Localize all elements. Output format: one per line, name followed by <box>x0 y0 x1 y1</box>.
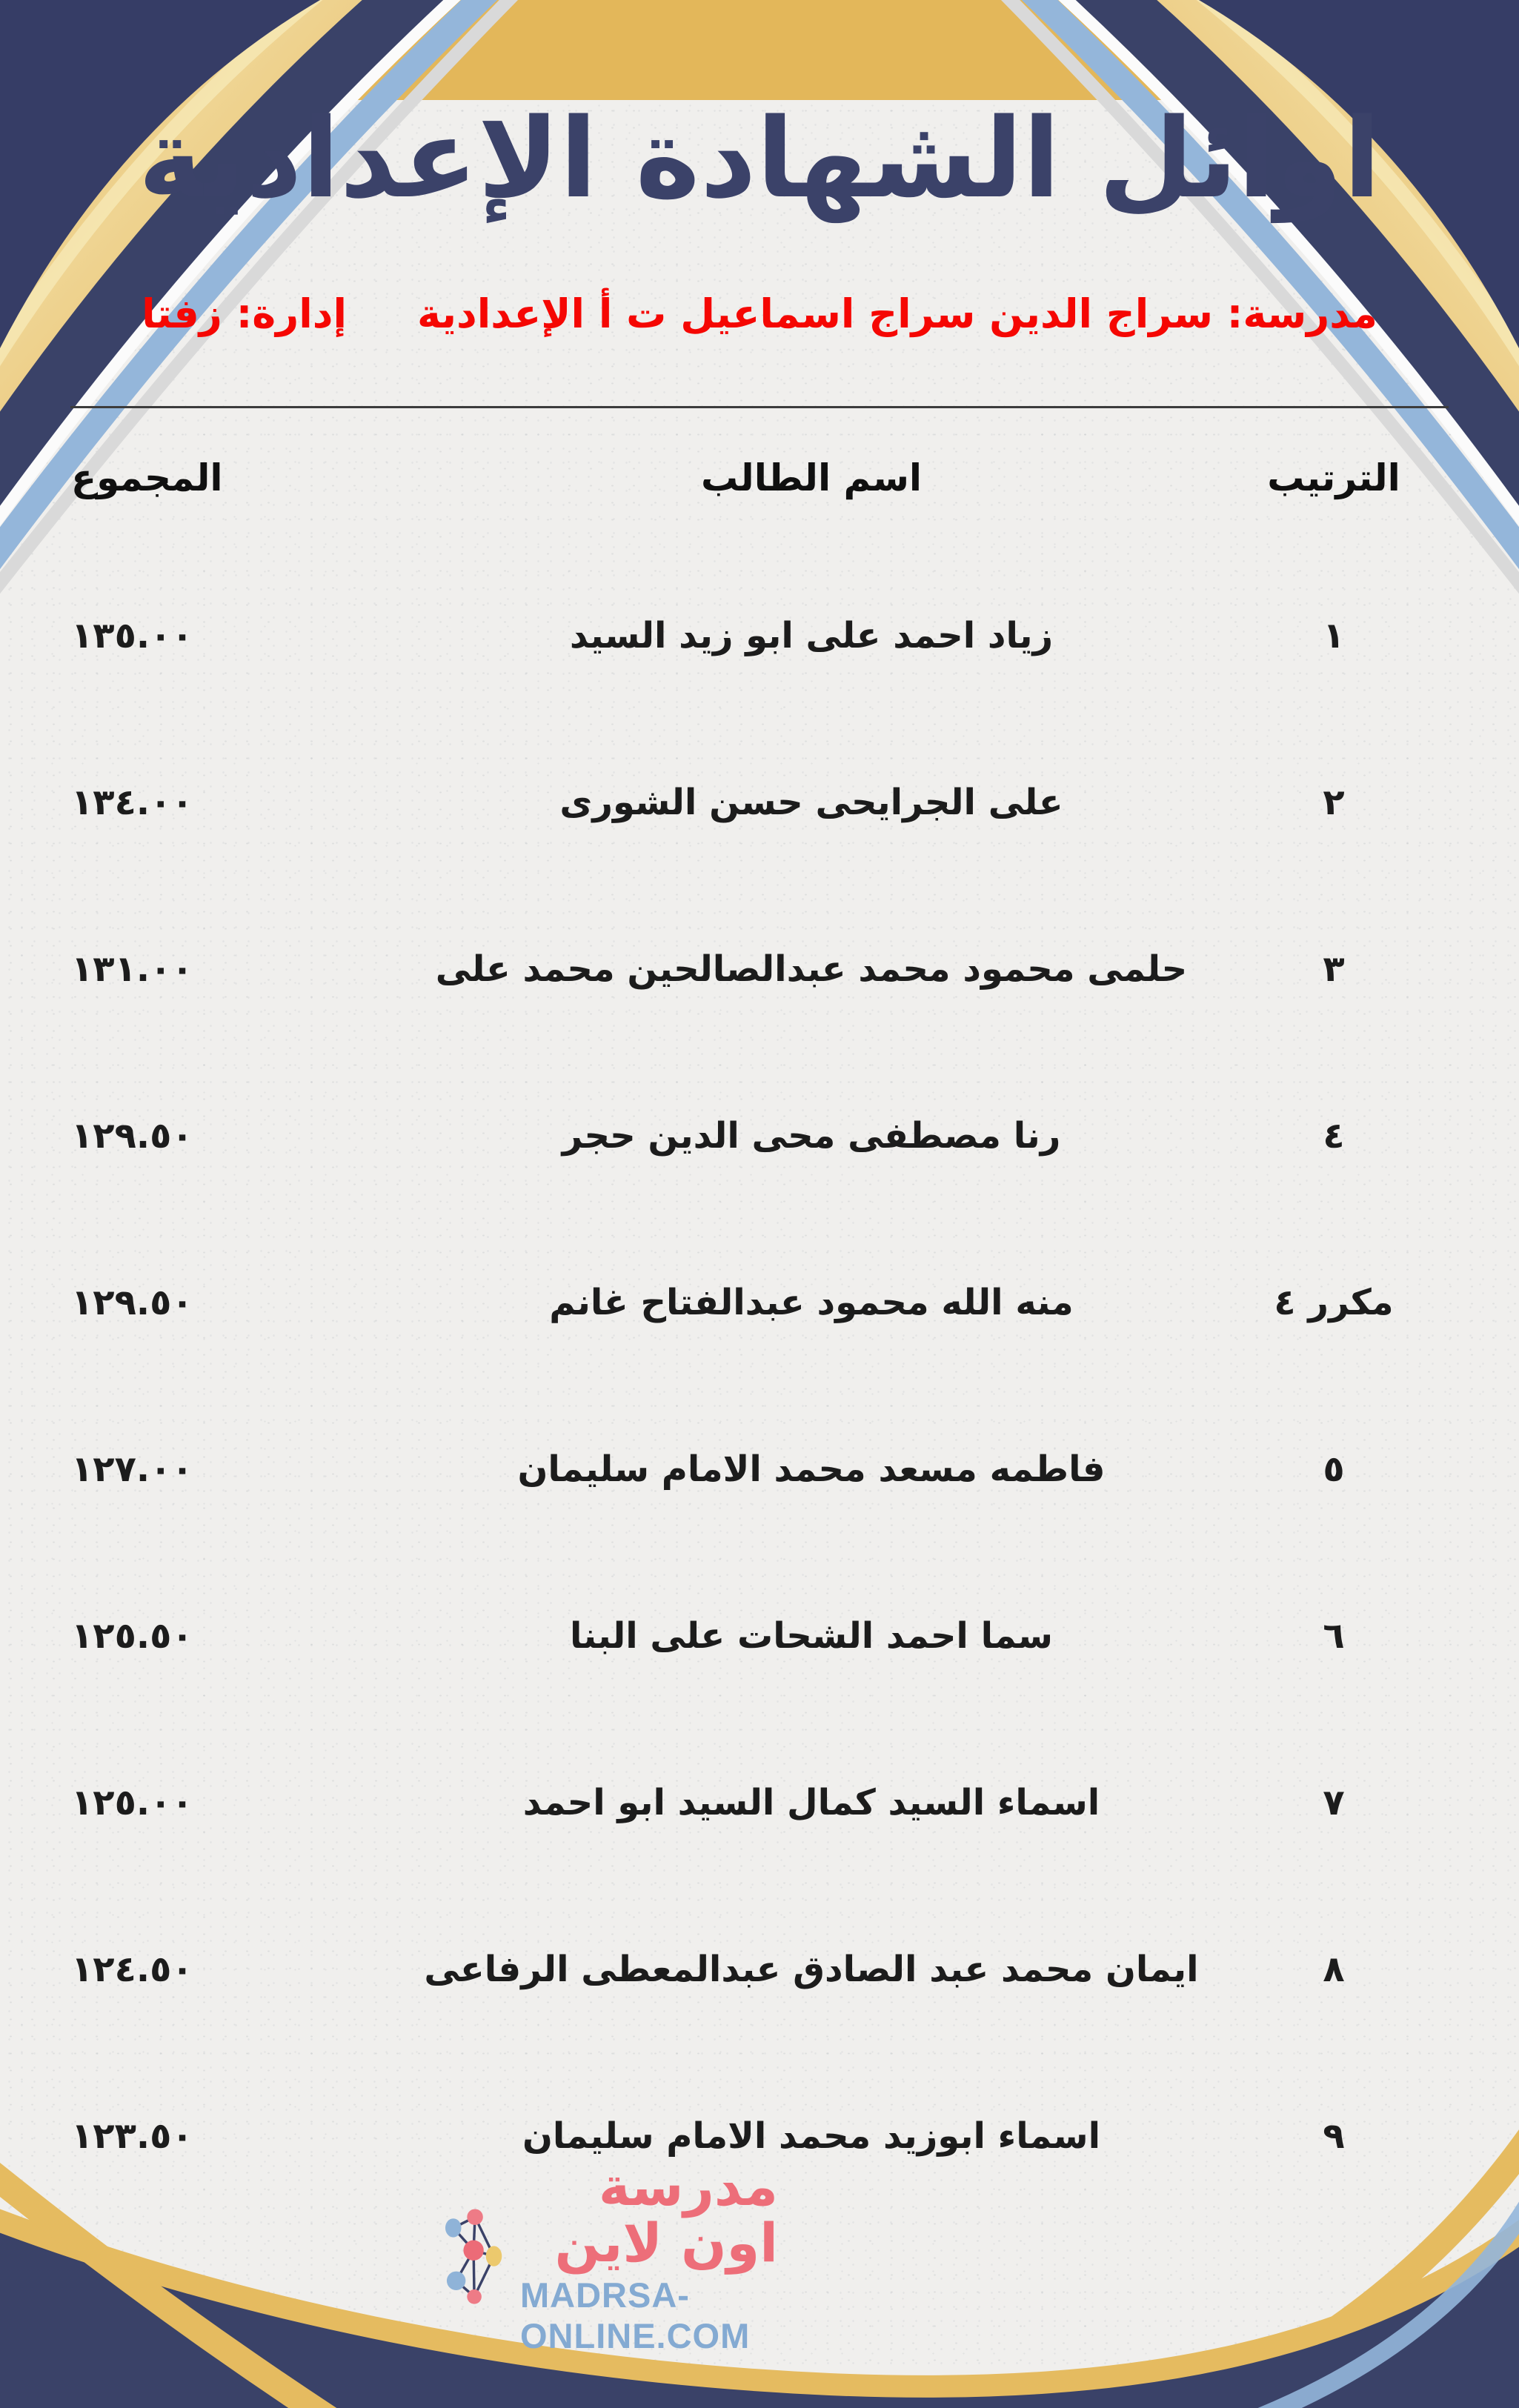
student-name-cell: اسماء ابوزيد محمد الامام سليمان <box>522 2115 1101 2157</box>
total-cell: ١٢٩.٥٠ <box>71 1281 193 1323</box>
table-header-row <box>67 445 1452 511</box>
network-graph-icon <box>445 2194 510 2321</box>
total-cell: ١٢٤.٥٠ <box>71 1948 193 1990</box>
student-name-cell: اسماء السيد كمال السيد ابو احمد <box>522 1781 1100 1823</box>
total-cell: ١٢٥.٠٠ <box>71 1781 193 1823</box>
rank-cell: ١ <box>1323 614 1345 656</box>
total-cell: ١٣٤.٠٠ <box>71 781 193 823</box>
rank-cell: ٢ <box>1323 781 1345 823</box>
rank-column-header: الترتيب <box>1267 456 1400 499</box>
table-row <box>67 552 1452 719</box>
table-row <box>67 1719 1452 1886</box>
total-cell: ١٢٩.٥٠ <box>71 1114 193 1157</box>
total-cell: ١٢٥.٥٠ <box>71 1614 193 1657</box>
table-row <box>67 885 1452 1052</box>
rank-cell: مكرر ٤ <box>1274 1281 1394 1323</box>
logo-domain-text: MADRSA-ONLINE.COM <box>520 2275 751 2355</box>
total-cell: ١٣١.٠٠ <box>71 948 193 990</box>
student-name-column-header: اسم الطالب <box>700 456 923 499</box>
page-title: اوائل الشهادة الإعدادية <box>138 95 1381 222</box>
students-list <box>0 552 1519 2219</box>
madrsa-online-logo <box>445 2155 778 2355</box>
table-row <box>67 1386 1452 1552</box>
total-cell: ١٢٣.٥٠ <box>71 2115 193 2157</box>
rank-cell: ٦ <box>1323 1614 1345 1657</box>
logo-arabic-text: مدرسة اون لاين <box>554 2155 778 2274</box>
total-cell: ١٢٧.٠٠ <box>71 1448 193 1490</box>
logo-text-block <box>520 2155 778 2355</box>
table-row <box>67 719 1452 885</box>
student-name-cell: على الجرايحى حسن الشورى <box>559 781 1063 823</box>
student-name-cell: رنا مصطفى محى الدين حجر <box>562 1114 1061 1157</box>
student-name-cell: ايمان محمد عبد الصادق عبدالمعطى الرفاعى <box>424 1948 1199 1990</box>
total-cell: ١٣٥.٠٠ <box>71 614 193 656</box>
table-row <box>67 1552 1452 1719</box>
student-name-cell: فاطمه مسعد محمد الامام سليمان <box>517 1448 1106 1490</box>
total-column-header: المجموع <box>71 456 223 499</box>
table-row <box>67 1219 1452 1386</box>
rank-cell: ٥ <box>1323 1448 1345 1490</box>
rank-cell: ٨ <box>1323 1948 1345 1990</box>
student-name-cell: منه الله محمود عبدالفتاح غانم <box>549 1281 1074 1323</box>
header-divider <box>70 406 1449 408</box>
rank-cell: ٤ <box>1323 1114 1345 1157</box>
table-row <box>67 1886 1452 2052</box>
rank-cell: ٣ <box>1323 948 1345 990</box>
student-name-cell: حلمى محمود محمد عبدالصالحين محمد على <box>435 948 1188 990</box>
school-info-line <box>0 290 1519 339</box>
rank-cell: ٩ <box>1323 2115 1345 2157</box>
table-row <box>67 1052 1452 1219</box>
rank-cell: ٧ <box>1323 1781 1345 1823</box>
administration-label: إدارة: زفتا <box>142 290 347 337</box>
student-name-cell: زياد احمد على ابو زيد السيد <box>569 614 1054 656</box>
school-name-label: مدرسة: سراج الدين سراج اسماعيل ت أ الإعدادية <box>416 290 1377 337</box>
student-name-cell: سما احمد الشحات على البنا <box>569 1614 1053 1657</box>
